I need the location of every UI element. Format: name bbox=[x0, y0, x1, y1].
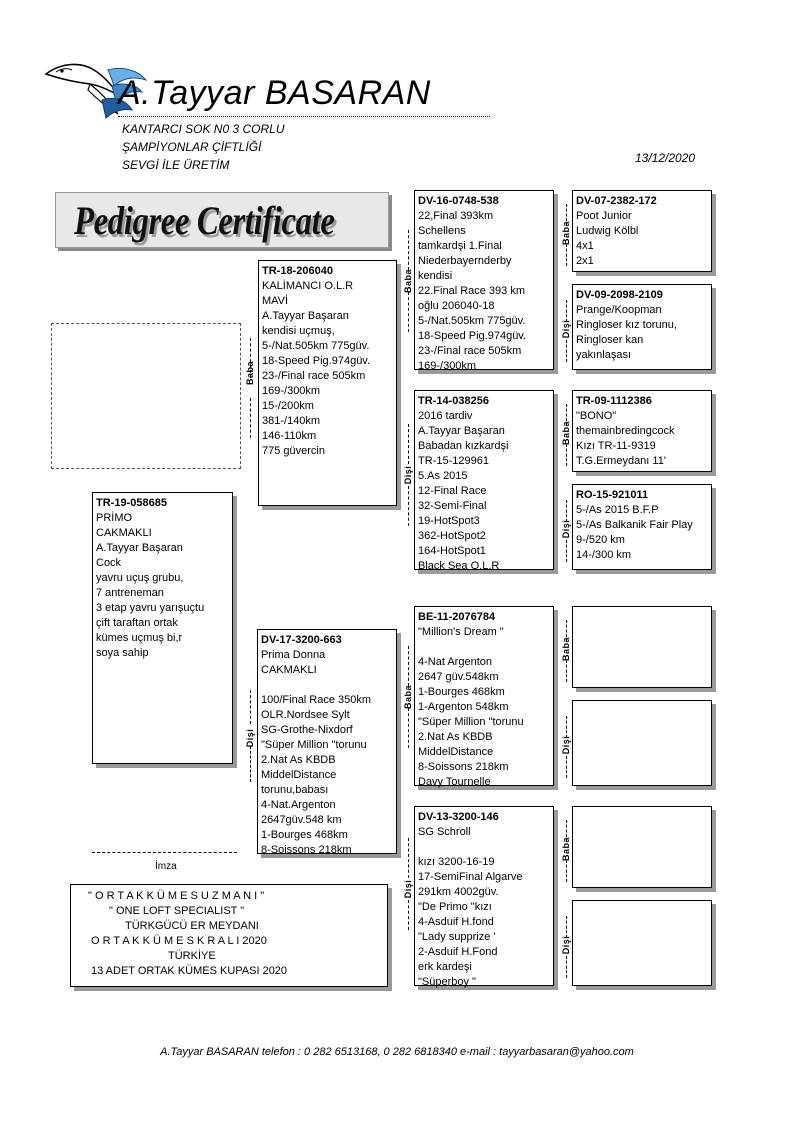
connector-line bbox=[250, 398, 251, 438]
pedigree-line: SG Schroll bbox=[418, 826, 471, 838]
dam-label: Dişi bbox=[561, 735, 571, 755]
signature-label: İmza bbox=[155, 861, 177, 872]
granddam-sire-side-box bbox=[414, 390, 554, 570]
ring-number: TR-19-058685 bbox=[96, 497, 167, 509]
pedigree-line: 2647 güv.548km bbox=[418, 671, 499, 683]
pedigree-line: "Süper Million "torunu bbox=[418, 716, 524, 728]
dam-label: Dişi bbox=[403, 879, 413, 899]
great-grandparent-box bbox=[572, 806, 712, 888]
dam-box bbox=[257, 629, 397, 854]
sire-label: Baba bbox=[561, 637, 571, 662]
pedigree-line: 23-/Final race 505km bbox=[418, 345, 522, 357]
ring-number: DV-09-2098-2109 bbox=[576, 289, 663, 301]
specialist-line: TÜRKGÜCÜ ER MEYDANI bbox=[125, 920, 259, 932]
pedigree-line: 22.Final Race 393 km bbox=[418, 285, 525, 297]
great-grandparent-box bbox=[572, 284, 712, 370]
pedigree-line bbox=[418, 840, 553, 855]
ring-number: TR-14-038256 bbox=[418, 395, 489, 407]
photo-placeholder bbox=[51, 323, 241, 469]
great-grandparent-box bbox=[572, 900, 712, 986]
pedigree-line: Prima Donna bbox=[261, 649, 326, 661]
pedigree-line: themainbredingcock bbox=[576, 425, 675, 437]
pedigree-line: MiddelDistance bbox=[418, 746, 494, 758]
pedigree-line: 22,Final 393km bbox=[418, 210, 494, 222]
pedigree-line: 14-/300 km bbox=[576, 549, 632, 561]
connector-line bbox=[566, 756, 567, 778]
certificate-title-banner bbox=[55, 192, 389, 248]
ring-number: DV-13-3200-146 bbox=[418, 811, 499, 823]
ring-number: DV-17-3200-663 bbox=[261, 634, 342, 646]
pedigree-line: 169-/300km bbox=[262, 385, 321, 397]
ring-number: BE-11-2076784 bbox=[418, 611, 496, 623]
pedigree-line: tamkardşi 1.Final bbox=[418, 240, 502, 252]
pedigree-line: 15-/200km bbox=[262, 400, 314, 412]
pedigree-line: Schellens bbox=[418, 225, 466, 237]
pedigree-line: 18-Speed Pig.974güv. bbox=[418, 330, 527, 342]
pedigree-line: Babadan kızkardşi bbox=[418, 440, 509, 452]
ring-number: DV-16-0748-538 bbox=[418, 195, 499, 207]
dam-label: Dişi bbox=[403, 465, 413, 485]
great-grandparent-box bbox=[572, 190, 712, 272]
sire-label: Baba bbox=[403, 269, 413, 294]
grandsire-sire-side-box bbox=[414, 190, 554, 370]
great-grandparent-box bbox=[572, 606, 712, 688]
pedigree-line: Prange/Koopman bbox=[576, 304, 662, 316]
pedigree-line: 12-Final Race bbox=[418, 485, 487, 497]
dam-label: Dişi bbox=[561, 935, 571, 955]
sire-label: Baba bbox=[561, 221, 571, 246]
pedigree-line: 291km 4002güv. bbox=[418, 886, 499, 898]
pedigree-line: TR-15-129961 bbox=[418, 455, 489, 467]
sire-label: Baba bbox=[245, 361, 255, 386]
connector-line bbox=[566, 860, 567, 882]
pedigree-line: 164-HotSpot1 bbox=[418, 545, 486, 557]
pedigree-line: "Süperboy " bbox=[418, 976, 476, 988]
ring-number: TR-18-206040 bbox=[262, 265, 333, 277]
pedigree-line: 1-Bourges 468km bbox=[418, 686, 505, 698]
pedigree-line: 18-Speed Pig.974güv. bbox=[262, 355, 371, 367]
pedigree-line: 2016 tardiv bbox=[418, 410, 473, 422]
pedigree-line: erk kardeşi bbox=[418, 961, 472, 973]
pedigree-line: 2x1 bbox=[576, 255, 594, 267]
pedigree-line: MAVİ bbox=[262, 295, 289, 307]
great-grandparent-box bbox=[572, 390, 712, 472]
pedigree-line: KALİMANCI O.L.R bbox=[262, 280, 354, 292]
pedigree-line: SG-Grothe-Nixdorf bbox=[261, 724, 353, 736]
farm-name: ŞAMPİYONLAR ÇİFTLİĞİ bbox=[122, 140, 262, 154]
pedigree-line: 4-Asduif H.fond bbox=[418, 916, 494, 928]
connector-line bbox=[566, 956, 567, 978]
signature-line bbox=[92, 852, 237, 853]
pedigree-line: 100/Final Race 350km bbox=[261, 694, 372, 706]
sire-label: Baba bbox=[561, 421, 571, 446]
connector-line bbox=[566, 340, 567, 362]
pedigree-line: Black Sea O.L.R bbox=[418, 560, 500, 572]
pedigree-line: Cock bbox=[96, 557, 122, 569]
connector-line bbox=[408, 292, 409, 332]
pedigree-line: yakınlaşası bbox=[576, 349, 632, 361]
pedigree-line: "De Primo "kızı bbox=[418, 901, 492, 913]
pedigree-line: 3 etap yavru yarışuçtu bbox=[96, 602, 205, 614]
dam-label: Dişi bbox=[561, 319, 571, 339]
specialist-line: " O R T A K K Ü M E S U Z M A N I " bbox=[88, 890, 265, 902]
ring-number: DV-07-2382-172 bbox=[576, 195, 657, 207]
sire-label: Baba bbox=[561, 837, 571, 862]
pedigree-line: 7 antreneman bbox=[96, 587, 164, 599]
main-pigeon-box bbox=[92, 492, 233, 764]
great-grandparent-box bbox=[572, 700, 712, 786]
pedigree-line: 1-Bourges 468km bbox=[261, 829, 348, 841]
pedigree-line: kendisi bbox=[418, 270, 453, 282]
pedigree-line: 17-SemiFinal Algarve bbox=[418, 871, 523, 883]
pedigree-line: 5-/As 2015 B.F.P bbox=[576, 504, 659, 516]
pedigree-line: A.Tayyar Başaran bbox=[262, 310, 349, 322]
pedigree-line: "Süper Million "torunu bbox=[261, 739, 367, 751]
pedigree-line: yavru uçuş grubu, bbox=[96, 572, 184, 584]
pedigree-line: torunu,babası bbox=[261, 784, 329, 796]
pedigree-line: 2647güv.548 km bbox=[261, 814, 342, 826]
pedigree-line: 23-/Final race 505km bbox=[262, 370, 366, 382]
dam-label: Dişi bbox=[245, 728, 255, 748]
pedigree-line: 4-Nat Argenton bbox=[418, 656, 492, 668]
connector-line bbox=[250, 746, 251, 782]
specialist-line: TÜRKİYE bbox=[168, 950, 216, 962]
pedigree-line: 2-Asduif H.Fond bbox=[418, 946, 498, 958]
pedigree-line: 1-Argenton 548km bbox=[418, 701, 509, 713]
footer-contact: A.Tayyar BASARAN telefon : 0 282 6513168, 0 282 6818340 e-mail : tayyarbasaran@yahoo.com bbox=[160, 1046, 634, 1058]
pedigree-line: A.Tayyar Başaran bbox=[418, 425, 505, 437]
pedigree-line: "BONO" bbox=[576, 410, 617, 422]
connector-line bbox=[408, 838, 409, 878]
address: KANTARCI SOK N0 3 CORLU bbox=[122, 122, 285, 136]
connector-line bbox=[250, 690, 251, 724]
sire-label: Baba bbox=[403, 685, 413, 710]
pedigree-line: oğlu 206040-18 bbox=[418, 300, 495, 312]
ring-number: RO-15-921011 bbox=[576, 489, 649, 501]
pedigree-line: 362-HotSpot2 bbox=[418, 530, 486, 542]
pedigree-line: PRİMO bbox=[96, 512, 133, 524]
pedigree-line: 32-Semi-Final bbox=[418, 500, 487, 512]
granddam-dam-side-box bbox=[414, 806, 554, 986]
pedigree-line: OLR.Nordsee Sylt bbox=[261, 709, 350, 721]
pedigree-line: "Lady supprize ' bbox=[418, 931, 496, 943]
pedigree-line: 381-/140km bbox=[262, 415, 321, 427]
connector-line bbox=[566, 244, 567, 266]
pedigree-line: 4-Nat.Argenton bbox=[261, 799, 336, 811]
grandsire-dam-side-box bbox=[414, 606, 554, 786]
dam-label: Dişi bbox=[561, 519, 571, 539]
pedigree-line: 4x1 bbox=[576, 240, 594, 252]
pedigree-line: Niederbayernderby bbox=[418, 255, 512, 267]
connector-line bbox=[408, 424, 409, 464]
pedigree-line: Davy Tournelle bbox=[418, 776, 491, 788]
pedigree-line: Poot Junior bbox=[576, 210, 632, 222]
connector-line bbox=[566, 540, 567, 562]
connector-line bbox=[408, 230, 409, 270]
pedigree-line: soya sahip bbox=[96, 647, 149, 659]
pedigree-line: 146-110km bbox=[262, 430, 317, 442]
pedigree-line: Ludwig Kölbl bbox=[576, 225, 639, 237]
motto: SEVGİ İLE ÜRETİM bbox=[122, 158, 230, 172]
specialist-line: " ONE LOFT SPECIALIST " bbox=[109, 905, 245, 917]
pedigree-line: 2.Nat As KBDB bbox=[418, 731, 493, 743]
connector-line bbox=[566, 444, 567, 466]
pedigree-line: "Million's Dream " bbox=[418, 626, 504, 638]
connector-line bbox=[408, 646, 409, 686]
pedigree-line: CAKMAKLI bbox=[261, 664, 317, 676]
pedigree-line: kümes uçmuş bi,r bbox=[96, 632, 183, 644]
certificate-title: Pedigree Certificate bbox=[74, 198, 335, 243]
pedigree-line: kızı 3200-16-19 bbox=[418, 856, 495, 868]
pedigree-line: 5-/Nat.505km 775güv. bbox=[262, 340, 370, 352]
connector-line bbox=[408, 900, 409, 930]
specialist-line: 13 ADET ORTAK KÜMES KUPASI 2020 bbox=[91, 965, 288, 977]
pedigree-line: çift taraftan ortak bbox=[96, 617, 178, 629]
connector-line bbox=[408, 708, 409, 748]
breeder-name: A.Tayyar BASARAN bbox=[118, 74, 431, 112]
title-underline bbox=[118, 116, 490, 117]
pedigree-line: Ringloser kız torunu, bbox=[576, 319, 677, 331]
pedigree-line: 9-/520 km bbox=[576, 534, 625, 546]
pedigree-line: A.Tayyar Başaran bbox=[96, 542, 183, 554]
pedigree-line: T.G.Ermeydanı 11' bbox=[576, 455, 666, 467]
pedigree-line: 2.Nat As KBDB bbox=[261, 754, 336, 766]
ring-number: TR-09-1112386 bbox=[576, 395, 652, 407]
connector-line bbox=[408, 486, 409, 526]
sire-box bbox=[258, 260, 397, 506]
pedigree-line: 8-Soissons 218km bbox=[261, 844, 352, 856]
pedigree-line: 169-/300km bbox=[418, 360, 477, 372]
pedigree-line bbox=[418, 640, 553, 655]
pedigree-line bbox=[261, 678, 396, 693]
connector-line bbox=[566, 660, 567, 682]
great-grandparent-box bbox=[572, 484, 712, 570]
specialist-box bbox=[70, 884, 388, 987]
pedigree-line: Ringloser kan bbox=[576, 334, 644, 346]
pedigree-line: Kızı TR-11-9319 bbox=[576, 440, 656, 452]
certificate-date: 13/12/2020 bbox=[635, 151, 696, 165]
specialist-line: O R T A K K Ü M E S K R A L I 2020 bbox=[91, 935, 267, 947]
pedigree-line: 5.As 2015 bbox=[418, 470, 468, 482]
pedigree-line: 5-/Nat.505km 775güv. bbox=[418, 315, 526, 327]
pedigree-line: MiddelDistance bbox=[261, 769, 337, 781]
pedigree-line: kendisi uçmuş, bbox=[262, 325, 335, 337]
pedigree-line: 5-/As Balkanik Fair Play bbox=[576, 519, 693, 531]
pedigree-line: 775 güvercin bbox=[262, 445, 325, 457]
pedigree-line: 8-Soissons 218km bbox=[418, 761, 509, 773]
pedigree-line: 19-HotSpot3 bbox=[418, 515, 480, 527]
pedigree-line: CAKMAKLI bbox=[96, 527, 152, 539]
